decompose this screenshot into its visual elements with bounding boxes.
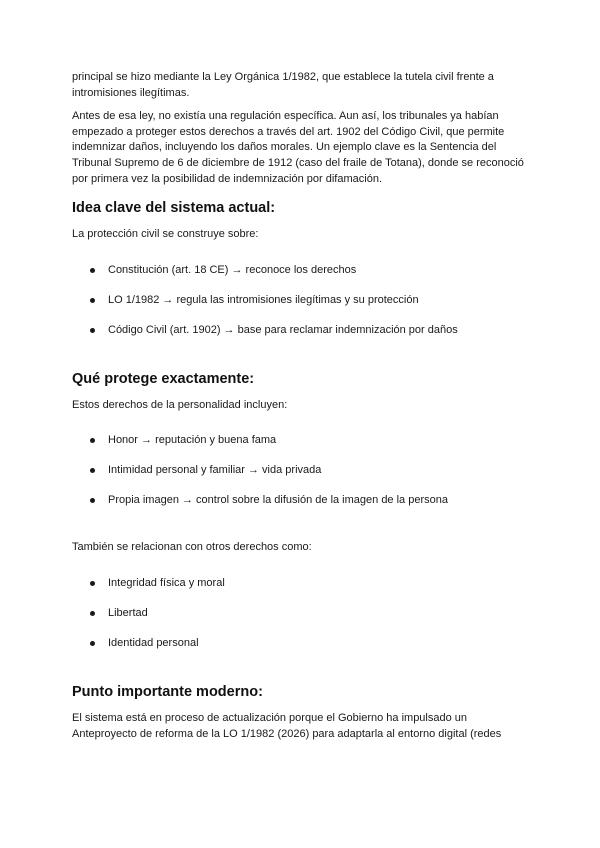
bullet-icon [90,438,95,443]
list-item [72,606,532,621]
list-item-text: Constitución (art. 18 CE) → reconoce los derechos [108,263,357,276]
bullet-icon [90,468,95,473]
list-item-text: Intimidad personal y familiar → vida privada [108,464,322,477]
paragraph-sistema: El sistema está en proceso de actualización porque el Gobierno ha impulsado un Anteproyecto de reforma de la LO 1/1982 (2026) para adaptarla al entorno digital (redes [72,711,502,740]
list-item-text: Honor → reputación y buena fama [108,434,277,447]
list-otros-derechos [72,576,532,651]
list-derechos-personalidad [72,433,532,508]
list-item-text: Propia imagen → control sobre la difusión de la imagen de la persona [108,494,448,507]
list-item [72,323,532,338]
paragraph-proteccion: La protección civil se construye sobre: [72,228,259,241]
list-item [72,293,532,308]
list-item-text: LO 1/1982 → regula las intromisiones ilegítimas y su protección [108,293,419,306]
bullet-icon [90,581,95,586]
list-item [72,636,532,651]
paragraph-estos-derechos: Estos derechos de la personalidad incluyen: [72,398,288,411]
list-item [72,463,532,478]
document-page [72,70,532,742]
list-base-legal [72,263,532,338]
paragraph-antes: Antes de esa ley, no existía una regulación específica. Aun así, los tribunales ya habían empezado a proteger estos derechos a través del art. 1902 del Código Civil, que permite indemnizar daños, incluyendo los daños morales. Un ejemplo clave es la Sentencia del Tribunal Supremo de 6 de diciembre de 1912 (caso del fraile de Totana), donde se reconoció por primera vez la posibilidad de indemnización por difamación. [72,110,524,185]
heading-punto-moderno: Punto importante moderno: [72,683,263,700]
bullet-icon [90,611,95,616]
bullet-icon [90,498,95,503]
bullet-icon [90,328,95,333]
list-item [72,433,532,448]
list-item [72,576,532,591]
bullet-icon [90,268,95,273]
list-item-text: Código Civil (art. 1902) → base para reclamar indemnización por daños [108,323,458,336]
list-item-text: Libertad [108,606,148,619]
heading-que-protege: Qué protege exactamente: [72,370,255,387]
bullet-icon [90,641,95,646]
paragraph-intro: principal se hizo mediante la Ley Orgánica 1/1982, que establece la tutela civil frente a intromisiones ilegítimas. [72,71,494,99]
heading-idea-clave: Idea clave del sistema actual: [72,200,276,217]
paragraph-tambien: También se relacionan con otros derechos como: [72,541,312,554]
list-item [72,263,532,278]
list-item-text: Integridad física y moral [108,576,225,589]
bullet-icon [90,298,95,303]
list-item [72,493,532,508]
list-item-text: Identidad personal [108,636,199,649]
